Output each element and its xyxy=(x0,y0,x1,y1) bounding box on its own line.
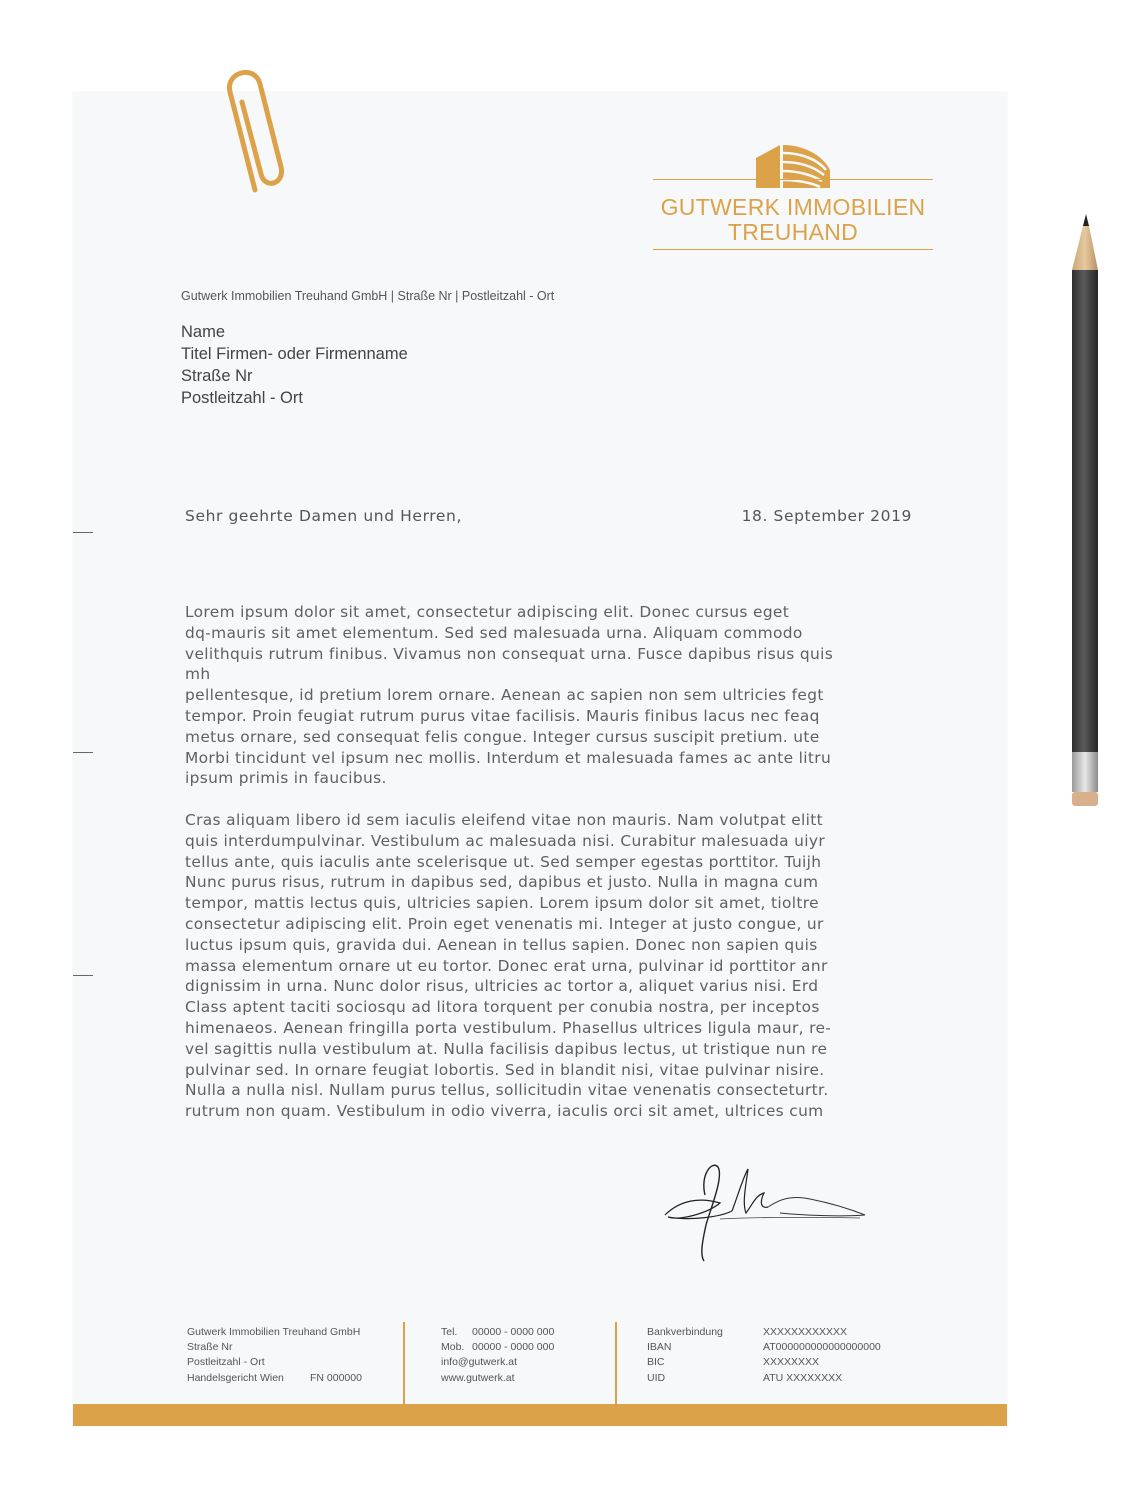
uid-value: ATU XXXXXXXX xyxy=(763,1371,843,1384)
text-line: dq-mauris sit amet elementum. Sed sed malesuada urna. Aliquam commodo xyxy=(185,623,803,642)
text-line: pellentesque, id pretium lorem ornare. Aenean ac sapien non sem ultricies fegt xyxy=(185,686,824,705)
court-value: FN 000000 xyxy=(310,1371,362,1384)
text-line: metus ornare, sed consequat felis congue. Integer cursus suscipit pretium. ute xyxy=(185,727,820,746)
text-line: massa elementum ornare ut eu tortor. Donec erat urna, pulvinar id porttitor anr xyxy=(185,956,828,975)
text-line: Nulla a nulla nisl. Nullam purus tellus, sollicitudin vitae venenatis consecteturtr. xyxy=(185,1081,829,1100)
text-line: Class aptent taciti sociosqu ad litora torquent per conubia nostra, per inceptos xyxy=(185,998,820,1017)
text-line: ipsum primis in faucibus. xyxy=(185,769,387,788)
company-logo xyxy=(652,140,934,254)
text-line: tempor. Proin feugiat rutrum purus vitae facilisis. Mauris finibus lacus nec feaq xyxy=(185,706,820,725)
logo-name: GUTWERK IMMOBILIEN xyxy=(660,194,926,220)
footer-company-street: Straße Nr xyxy=(187,1341,233,1354)
paperclip-icon xyxy=(215,62,295,207)
footer-tel-row xyxy=(441,1325,554,1340)
text-line: dignissim in urna. Nunc dolor risus, ultricies ac tortor a, aliquet varius nisi. Erd xyxy=(185,977,819,996)
footer-bic-row xyxy=(647,1355,881,1370)
fold-mark xyxy=(73,532,93,533)
tel-label: Tel. xyxy=(441,1326,458,1338)
recipient-city: Postleitzahl - Ort xyxy=(181,389,303,407)
recipient-address xyxy=(181,321,408,409)
fold-mark xyxy=(73,975,93,976)
footer-company-name: Gutwerk Immobilien Treuhand GmbH xyxy=(187,1326,361,1338)
text-line: vel sagittis nulla vestibulum at. Nulla facilisis dapibus lectus, ut tristique nun re xyxy=(185,1039,828,1058)
footer-website: www.gutwerk.at xyxy=(441,1371,515,1384)
text-line: tellus ante, quis iaculis ante scelerisque ut. Sed semper egestas porttitor. Tuijh xyxy=(185,852,822,871)
tel-value: 00000 - 0000 000 xyxy=(472,1326,555,1338)
footer-bank-row xyxy=(647,1325,881,1340)
footer-contact-info xyxy=(441,1325,554,1386)
body-paragraph-1 xyxy=(185,602,833,789)
uid-label: UID xyxy=(647,1371,666,1384)
logo-rule-top xyxy=(653,179,933,180)
bic-label: BIC xyxy=(647,1356,665,1369)
iban-value: AT000000000000000000 xyxy=(763,1341,881,1354)
logo-subtitle: TREUHAND xyxy=(727,219,859,245)
logo-rule-bottom xyxy=(653,249,933,250)
letter-date: 18. September 2019 xyxy=(741,507,912,525)
bank-value: XXXXXXXXXXXX xyxy=(763,1326,848,1338)
salutation: Sehr geehrte Damen und Herren, xyxy=(185,507,462,525)
court-label: Handelsgericht Wien xyxy=(187,1371,284,1384)
text-line: consectetur adipiscing elit. Proin eget venenatis mi. Integer at justo congue, ur xyxy=(185,914,824,933)
pencil-icon xyxy=(1062,212,1110,812)
recipient-company: Titel Firmen- oder Firmenname xyxy=(181,345,408,363)
sender-address-line: Gutwerk Immobilien Treuhand GmbH | Straße Nr | Postleitzahl - Ort xyxy=(181,289,555,303)
footer-accent-bar xyxy=(73,1404,1007,1426)
building-logo-icon xyxy=(652,140,934,192)
footer-uid-row xyxy=(647,1371,881,1386)
footer-email: info@gutwerk.at xyxy=(441,1356,518,1369)
footer-company-city: Postleitzahl - Ort xyxy=(187,1356,265,1369)
text-line: Nunc purus risus, rutrum in dapibus sed, dapibus et justo. Nulla in magna cum xyxy=(185,873,819,892)
text-line: pulvinar sed. In ornare feugiat lobortis. Sed in blandit nisi, vitae pulvinar nisire. xyxy=(185,1060,825,1079)
footer-iban-row xyxy=(647,1340,881,1355)
footer-court-row xyxy=(187,1371,362,1386)
text-line: mh xyxy=(185,665,211,684)
text-line: rutrum non quam. Vestibulum in odio viverra, iaculis orci sit amet, ultrices cum xyxy=(185,1102,824,1121)
text-line: Morbi tincidunt vel ipsum nec mollis. Interdum et malesuada fames ac ante litru xyxy=(185,748,832,767)
footer-bank-info xyxy=(647,1325,881,1386)
bic-value: XXXXXXXX xyxy=(763,1356,820,1369)
text-line: himenaeos. Aenean fringilla porta vestibulum. Phasellus ultrices ligula maur, re- xyxy=(185,1018,832,1037)
footer-company-info xyxy=(187,1325,362,1386)
text-line: velithquis rutrum finibus. Vivamus non consequat urna. Fusce dapibus risus quis xyxy=(185,644,834,663)
text-line: tempor, mattis lectus quis, ultricies sapien. Lorem ipsum dolor sit amet, tioltre xyxy=(185,894,819,913)
recipient-street: Straße Nr xyxy=(181,367,253,385)
text-line: Cras aliquam libero id sem iaculis eleifend vitae non mauris. Nam volutpat elitt xyxy=(185,811,824,829)
body-paragraph-2 xyxy=(185,810,831,1122)
recipient-name: Name xyxy=(181,323,226,341)
text-line: quis interdumpulvinar. Vestibulum ac malesuada nisi. Curabitur malesuada uiyr xyxy=(185,831,826,850)
iban-label: IBAN xyxy=(647,1341,672,1354)
mob-label: Mob. xyxy=(441,1341,465,1354)
handwritten-signature xyxy=(660,1155,870,1270)
footer-mob-row xyxy=(441,1340,554,1355)
text-line: Lorem ipsum dolor sit amet, consectetur adipiscing elit. Donec cursus eget xyxy=(185,603,790,621)
fold-mark xyxy=(73,752,93,753)
text-line: luctus ipsum quis, gravida dui. Aenean in tellus sapien. Donec non sapien quis xyxy=(185,935,818,954)
mob-value: 00000 - 0000 000 xyxy=(472,1341,555,1354)
bank-label: Bankverbindung xyxy=(647,1326,723,1338)
